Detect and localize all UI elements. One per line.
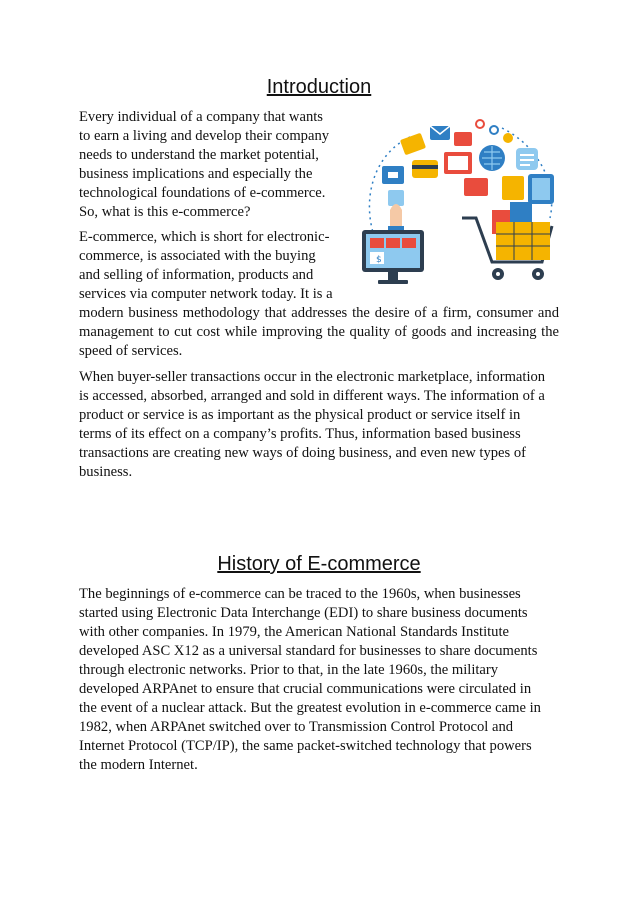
text-line: started using Electronic Data Interchange (EDI) to share business documents bbox=[79, 605, 528, 621]
introduction-heading: Introduction bbox=[266, 76, 372, 98]
intro-paragraph-2 bbox=[79, 228, 559, 361]
text-line: product or service is as important as the physical product or service itself in bbox=[79, 407, 521, 423]
text-line: transactions are creating new ways of doing business, and even new types of bbox=[79, 445, 527, 461]
text-line: 1982, when ARPAnet switched over to Transmission Control Protocol and bbox=[79, 719, 514, 735]
text-line: through electronic networks. Prior to that, in the late 1960s, the military bbox=[79, 662, 499, 678]
text-line: The beginnings of e-commerce can be traced to the 1960s, when businesses bbox=[79, 586, 521, 602]
text-line: developed ARPAnet to ensure that crucial communications were circulated in bbox=[79, 681, 532, 697]
text-line: business. bbox=[79, 464, 133, 480]
text-line: management to cut cost while improving the quality of goods and increasing the bbox=[79, 324, 559, 340]
intro-paragraph-3 bbox=[79, 368, 559, 482]
text-line: terms of its effect on a company’s profits. Thus, information based business bbox=[79, 426, 521, 442]
monitor-dollar-symbol: $ bbox=[376, 255, 382, 265]
text-line: services via computer network today. It is a bbox=[79, 286, 333, 302]
text-line: E-commerce, which is short for electronic- bbox=[79, 229, 330, 245]
text-line: the event of a nuclear attack. But the greatest evolution in e-commerce came in bbox=[79, 700, 541, 716]
text-line: the modern Internet. bbox=[79, 757, 198, 773]
text-line: When buyer-seller transactions occur in the electronic marketplace, information bbox=[79, 369, 546, 385]
text-line: commerce, is associated with the buying bbox=[79, 248, 316, 264]
history-heading: History of E-commerce bbox=[217, 553, 421, 575]
text-line: developed ASC X12 as a universal standard for businesses to share documents bbox=[79, 643, 538, 659]
intro-paragraph-1: Every individual of a company that wants to earn a living and develop their company needs to understand the market potential, business implications and especially the technological foundations of e-commerce. So, what is this e-commerce? bbox=[79, 109, 330, 220]
text-line: is accessed, absorbed, arranged and sold in different ways. The information of a bbox=[79, 388, 545, 404]
text-line: with other companies. In 1979, the American National Standards Institute bbox=[79, 624, 510, 640]
text-line: Internet Protocol (TCP/IP), the same packet-switched technology that powers bbox=[79, 738, 532, 754]
text-line: speed of services. bbox=[79, 343, 183, 359]
history-paragraph bbox=[79, 585, 559, 775]
text-line: and selling of information, products and bbox=[79, 267, 314, 283]
text-line: modern business methodology that addresses the desire of a firm, consumer and bbox=[79, 305, 559, 321]
